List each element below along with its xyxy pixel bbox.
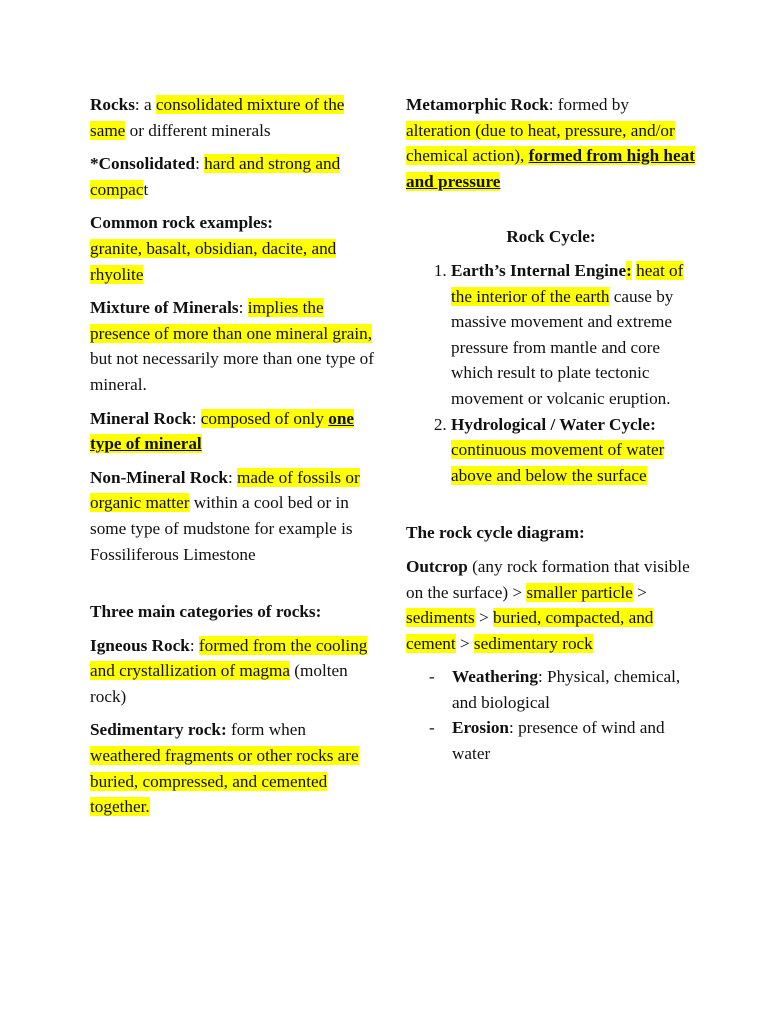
highlight: made of fossils or organic matter <box>90 467 360 513</box>
term-metamorphic: Metamorphic Rock <box>406 95 549 114</box>
term-water-cycle: Hydrological / Water Cycle: <box>451 414 656 434</box>
highlight: weathered fragments or other rocks are buried, compressed, and cemented together. <box>90 746 359 817</box>
highlight: heat of the interior of the earth <box>451 260 684 306</box>
highlight: implies the presence of more than one mineral grain, <box>90 298 373 343</box>
text: : <box>189 635 199 655</box>
non-mineral-rock-definition <box>90 465 375 567</box>
term-outcrop: Outcrop <box>406 556 468 576</box>
dash-bullet: - <box>429 667 435 687</box>
text: : <box>195 154 205 174</box>
right-column <box>406 92 696 767</box>
highlight: : <box>626 260 632 280</box>
highlight: hard and strong and compac <box>90 154 341 199</box>
highlight: composed of only <box>200 408 329 428</box>
outcrop-sequence <box>406 554 696 656</box>
term-consolidated: *Consolidated <box>90 154 196 174</box>
term-internal-engine: Earth’s Internal Engine <box>451 260 627 280</box>
list-item-erosion <box>429 715 696 766</box>
text: form when <box>226 720 306 740</box>
text: > <box>455 633 474 653</box>
text: : <box>227 467 238 487</box>
left-column <box>90 92 375 828</box>
term-erosion: Erosion <box>452 718 509 738</box>
highlight: granite, basalt, obsidian, dacite, and rhyolite <box>90 238 337 284</box>
consolidated-definition <box>90 151 375 202</box>
text: : <box>191 408 201 428</box>
list-item-weathering <box>429 664 696 715</box>
cycle-item-water-cycle <box>451 412 696 489</box>
highlight: formed from the cooling and crystallization of magma <box>90 635 368 681</box>
rock-cycle-heading <box>406 224 696 250</box>
term-mineral-rock: Mineral Rock <box>90 408 192 428</box>
text: > <box>632 582 647 602</box>
heading-text: The rock cycle diagram: <box>406 523 585 543</box>
term-non-mineral-rock: Non-Mineral Rock <box>90 467 228 487</box>
term-igneous: Igneous Rock <box>90 635 190 655</box>
mixture-definition <box>90 295 375 397</box>
text: : a <box>134 95 156 114</box>
highlight: consolidated mixture of the same <box>90 95 345 140</box>
process-list <box>406 664 696 766</box>
text: : Physical, chemical, and biological <box>452 667 681 712</box>
term-rocks: Rocks <box>90 95 135 114</box>
text: but not necessarily more than one type of mineral. <box>90 349 374 394</box>
dash-bullet: - <box>429 718 435 738</box>
highlight: sedimentary rock <box>473 633 593 653</box>
text: : presence of wind and water <box>452 718 665 764</box>
metamorphic-definition <box>406 92 696 194</box>
heading-text: Three main categories of rocks: <box>90 602 322 622</box>
text: (any rock formation that visible on the surface) > <box>406 556 690 602</box>
text: (molten rock) <box>90 661 348 706</box>
text: cause by massive movement and extreme pressure from mantle and core which result to plate tectonic movement or volcanic eruption. <box>451 286 674 408</box>
heading-text: Rock Cycle: <box>506 227 596 247</box>
term-weathering: Weathering <box>452 667 538 687</box>
text: or different minerals <box>125 120 271 140</box>
text: t <box>143 179 149 199</box>
term-common-examples: Common rock examples: <box>90 213 273 233</box>
cycle-item-internal-engine <box>451 258 696 412</box>
highlight: smaller particle <box>526 582 633 602</box>
highlight-underlined: one type of mineral <box>90 408 355 454</box>
rocks-definition <box>90 92 375 143</box>
text: : formed by <box>548 95 629 114</box>
sedimentary-definition <box>90 717 375 819</box>
highlight: continuous movement of water above and below the surface <box>451 440 665 485</box>
mineral-rock-definition <box>90 406 375 457</box>
diagram-heading <box>406 520 696 546</box>
common-examples <box>90 210 375 287</box>
categories-heading <box>90 599 375 625</box>
text: within a cool bed or in some type of mudstone for example is Fossiliferous Limestone <box>90 493 353 564</box>
text: > <box>474 608 494 628</box>
rock-cycle-list <box>406 258 696 488</box>
term-mixture: Mixture of Minerals <box>90 298 239 318</box>
text: : <box>238 298 248 318</box>
highlight: sediments <box>406 608 475 628</box>
term-sedimentary: Sedimentary rock: <box>90 720 227 740</box>
highlight: buried, compacted, and cement <box>406 608 654 653</box>
igneous-definition <box>90 633 375 710</box>
highlight-underlined: formed from high heat and pressure <box>406 146 695 191</box>
highlight: alteration (due to heat, pressure, and/or chemical action), <box>406 120 675 166</box>
